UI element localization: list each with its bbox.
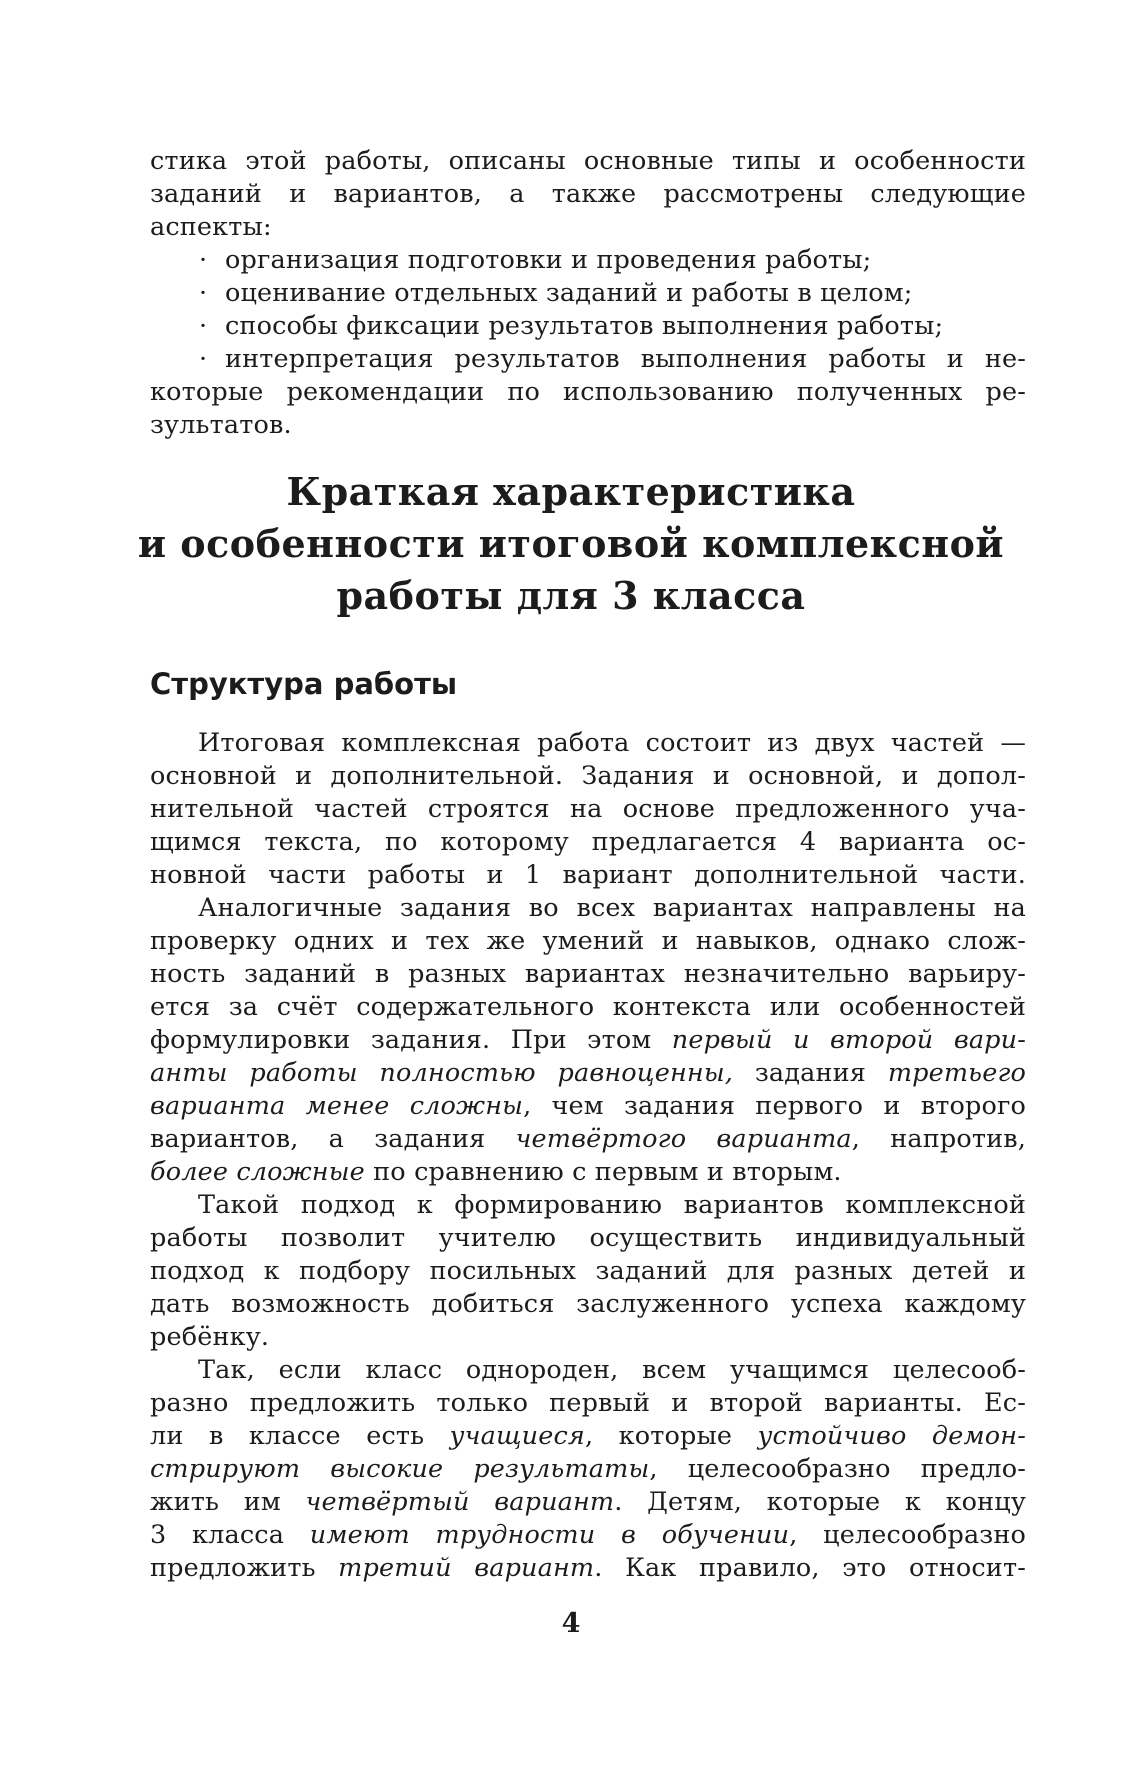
- chapter-title-line-3: работы для 3 класса: [336, 573, 806, 618]
- text-run: задания: [733, 1058, 888, 1088]
- text-run: предложить: [150, 1553, 339, 1583]
- text-run: , целесообразно: [789, 1520, 1026, 1550]
- emphasis-text: варианта менее сложны: [150, 1091, 524, 1121]
- paragraph-line: щимся текста, по которому предлагается 4 варианта ос-: [150, 827, 1026, 857]
- paragraph-line: основной и дополнительной. Задания и основной, и допол-: [150, 761, 1026, 791]
- bullet-text: интерпретация результатов выполнения работы и не-: [225, 344, 1026, 374]
- paragraph-line: разно предложить только первый и второй варианты. Ес-: [150, 1388, 1026, 1418]
- paragraph-line: [150, 1089, 1026, 1123]
- paragraph-line: новной части работы и 1 вариант дополнительной части.: [150, 860, 1026, 890]
- paragraph-line: [150, 1551, 1026, 1585]
- paragraph-line: Так, если класс однороден, всем учащимся целесооб-: [198, 1355, 1026, 1385]
- intro-line-2: заданий и вариантов, а также рассмотрены следующие: [150, 179, 1026, 209]
- emphasis-text: третьего: [887, 1058, 1027, 1088]
- bullet-item: [199, 309, 1026, 343]
- bullet-dot-icon: ·: [199, 344, 208, 374]
- paragraph-line: дать возможность добиться заслуженного успеха каждому: [150, 1289, 1026, 1319]
- emphasis-text: анты работы полностью равноценны,: [150, 1058, 734, 1088]
- intro-line-1: стика этой работы, описаны основные типы и особенности: [150, 146, 1026, 176]
- bullet-dot-icon: ·: [199, 311, 208, 341]
- text-run: . Как правило, это относит-: [594, 1553, 1026, 1583]
- text-run: 3 класса: [150, 1520, 310, 1550]
- page-number: 4: [561, 1608, 581, 1639]
- emphasis-text: первый и второй вари-: [671, 1025, 1026, 1055]
- emphasis-text: стрируют высокие результаты: [150, 1454, 650, 1484]
- text-run: ли в классе есть: [150, 1421, 450, 1451]
- text-run: , целесообразно предло-: [649, 1454, 1026, 1484]
- bullet-text: оценивание отдельных заданий и работы в целом;: [225, 278, 913, 308]
- paragraph-line: подход к подбору посильных заданий для разных детей и: [150, 1256, 1026, 1286]
- bullet-dot-icon: ·: [199, 278, 208, 308]
- paragraph-line: Такой подход к формированию вариантов комплексной: [198, 1190, 1026, 1220]
- paragraph-line: [150, 1155, 1026, 1189]
- text-run: , чем задания первого и второго: [523, 1091, 1026, 1121]
- emphasis-text: третий вариант: [338, 1553, 595, 1583]
- bullet-item: [199, 243, 1026, 277]
- bullet-text: способы фиксации результатов выполнения работы;: [225, 311, 944, 341]
- bullet-item: [199, 276, 1026, 310]
- bullet-dot-icon: ·: [199, 245, 208, 275]
- paragraph-line: работы позволит учителю осуществить индивидуальный: [150, 1223, 1026, 1253]
- paragraph-line: Итоговая комплексная работа состоит из двух частей —: [198, 728, 1026, 758]
- text-run: формулировки задания. При этом: [150, 1025, 672, 1055]
- text-run: , напротив,: [851, 1124, 1027, 1154]
- intro-line-3: аспекты:: [150, 212, 272, 242]
- section-title: Структура работы: [150, 667, 458, 701]
- text-run: по сравнению с первым и вторым.: [364, 1157, 842, 1187]
- text-run: , которые: [584, 1421, 758, 1451]
- emphasis-text: более сложные: [150, 1157, 365, 1187]
- paragraph-line: [150, 1023, 1026, 1057]
- text-run: . Детям, которые к концу: [614, 1487, 1027, 1517]
- emphasis-text: устойчиво демон-: [757, 1421, 1026, 1451]
- chapter-title-line-1: Краткая характеристика: [286, 469, 856, 514]
- bullet-continuation: зультатов.: [150, 410, 292, 440]
- text-run: вариантов, а задания: [150, 1124, 516, 1154]
- paragraph-line: ется за счёт содержательного контекста или особенностей: [150, 992, 1026, 1022]
- emphasis-text: четвёртый вариант: [305, 1487, 615, 1517]
- bullet-continuation: которые рекомендации по использованию полученных ре-: [150, 377, 1026, 407]
- paragraph-line: ребёнку.: [150, 1322, 270, 1352]
- paragraph-line: нительной частей строятся на основе предложенного уча-: [150, 794, 1026, 824]
- paragraph-line: [150, 1452, 1026, 1486]
- paragraph-line: [150, 1122, 1026, 1156]
- paragraph-line: [150, 1485, 1026, 1519]
- emphasis-text: четвёртого варианта: [515, 1124, 852, 1154]
- paragraph-line: ность заданий в разных вариантах незначительно варьиру-: [150, 959, 1026, 989]
- paragraph-line: проверку одних и тех же умений и навыков, однако слож-: [150, 926, 1026, 956]
- paragraph-line: [150, 1419, 1026, 1453]
- bullet-item: [199, 342, 1026, 376]
- paragraph-line: [150, 1056, 1026, 1090]
- text-run: жить им: [150, 1487, 306, 1517]
- paragraph-line: Аналогичные задания во всех вариантах направлены на: [198, 893, 1026, 923]
- paragraph-line: [150, 1518, 1026, 1552]
- bullet-text: организация подготовки и проведения работы;: [225, 245, 872, 275]
- emphasis-text: учащиеся: [449, 1421, 585, 1451]
- emphasis-text: имеют трудности в обучении: [309, 1520, 790, 1550]
- chapter-title-line-2: и особенности итоговой комплексной: [137, 521, 1005, 566]
